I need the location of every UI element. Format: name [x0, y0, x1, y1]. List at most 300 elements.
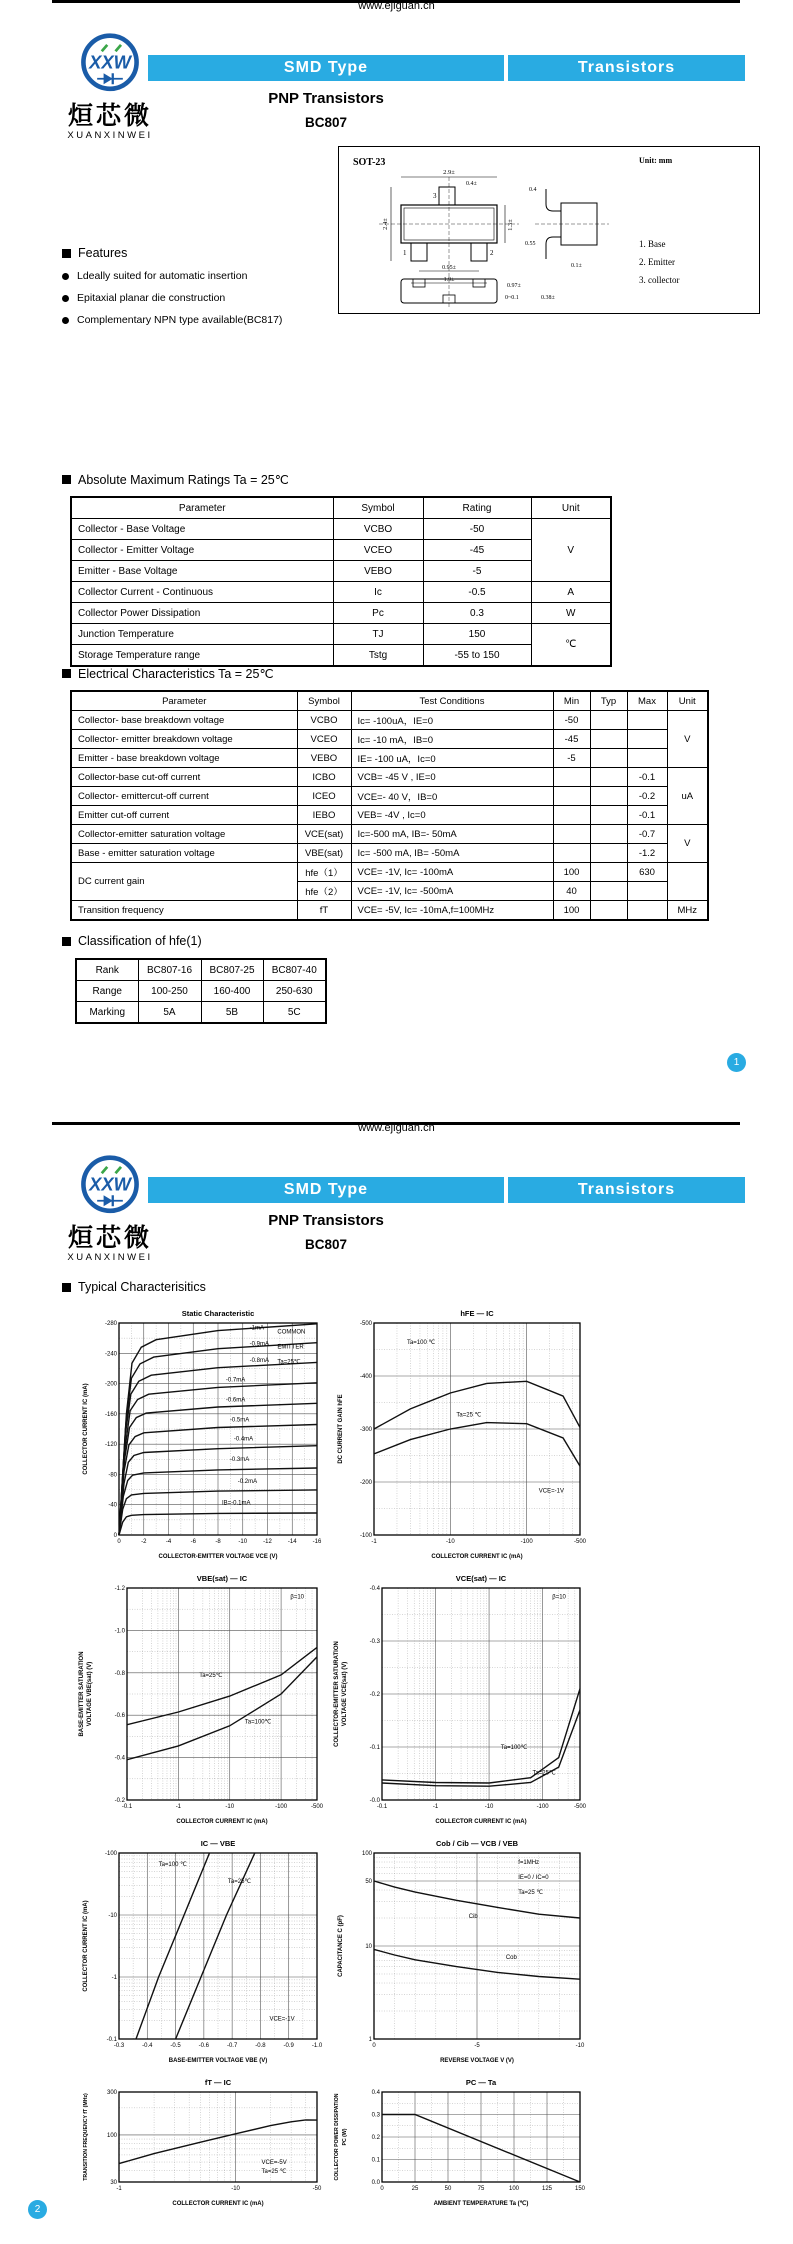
table-row	[71, 582, 611, 603]
cell: Collector- emittercut-off current	[71, 787, 297, 806]
typical-characteristics-heading-text: Typical Characterisitics	[78, 1280, 206, 1294]
svg-text:0: 0	[113, 1533, 117, 1539]
cell	[590, 825, 627, 844]
cell	[627, 711, 667, 730]
svg-text:-1.2: -1.2	[114, 1586, 125, 1592]
svg-text:-120: -120	[104, 1442, 117, 1449]
dim-top-width: 2.9±	[443, 169, 455, 176]
features-heading	[62, 246, 352, 260]
svg-text:-0.9mA: -0.9mA	[249, 1341, 270, 1348]
svg-text:-0.9: -0.9	[283, 2043, 294, 2049]
svg-text:Static Characteristic: Static Characteristic	[181, 1309, 255, 1318]
cell: Collector-emitter saturation voltage	[71, 825, 297, 844]
column-header: Unit	[667, 691, 708, 711]
square-bullet-icon	[62, 475, 71, 484]
svg-text:VOLTAGE VCE(sat) (V): VOLTAGE VCE(sat) (V)	[342, 1661, 348, 1727]
table-header-row	[71, 497, 611, 519]
svg-text:-1: -1	[371, 1539, 377, 1545]
cell: Base - emitter saturation voltage	[71, 844, 297, 863]
svg-text:-0.1: -0.1	[121, 1804, 133, 1810]
package-unit: Unit: mm	[639, 156, 673, 165]
cell	[590, 844, 627, 863]
svg-text:COLLECTOR CURRENT IC (mA): COLLECTOR CURRENT IC (mA)	[172, 2201, 264, 2207]
cell: Ic= -10 mA，IB=0	[351, 730, 553, 749]
cell: VCEO	[297, 730, 351, 749]
cell: Junction Temperature	[71, 624, 333, 645]
cell: -1.2	[627, 844, 667, 863]
svg-text:-0.5: -0.5	[170, 2043, 181, 2049]
svg-text:Ta=100 ℃: Ta=100 ℃	[406, 1340, 436, 1347]
svg-text:-0.4mA: -0.4mA	[233, 1436, 254, 1443]
cell	[627, 730, 667, 749]
pin-legend-collector: 3. collector	[639, 275, 680, 285]
svg-text:-500: -500	[573, 1804, 587, 1810]
svg-text:-4: -4	[165, 1539, 172, 1545]
svg-text:PC (W): PC (W)	[342, 2128, 348, 2146]
chart-vce-sat-vs-ic	[330, 1570, 590, 1828]
svg-text:CAPACITANCE C (pF): CAPACITANCE C (pF)	[338, 1915, 344, 1977]
cell: Collector Power Dissipation	[71, 603, 333, 624]
cell: 100-250	[138, 981, 201, 1002]
part-number: BC807	[304, 115, 348, 130]
svg-text:COMMON: COMMON	[277, 1329, 306, 1336]
logo-letters: XXW	[89, 51, 131, 73]
svg-text:-10: -10	[238, 1539, 248, 1545]
column-header: Test Conditions	[351, 691, 553, 711]
cell: V	[667, 825, 708, 863]
svg-text:β=10: β=10	[290, 1594, 305, 1601]
cell: W	[531, 603, 611, 624]
classification-heading-text: Classification of hfe(1)	[78, 934, 202, 948]
svg-text:30: 30	[110, 2180, 117, 2186]
svg-text:Ta=25 ℃: Ta=25 ℃	[261, 2169, 287, 2175]
svg-text:75: 75	[477, 2186, 485, 2192]
package-name: SOT-23	[353, 157, 386, 168]
cell	[590, 749, 627, 768]
package-drawing	[339, 147, 757, 311]
column-header: Parameter	[71, 497, 333, 519]
chart-capacitance-vs-reverse-voltage	[330, 1835, 590, 2067]
dim-side-lead: 0.1±	[571, 263, 582, 269]
svg-text:-10: -10	[231, 2186, 240, 2192]
svg-text:-100: -100	[520, 1539, 533, 1545]
feature-item	[62, 314, 352, 326]
cell: VCBO	[333, 519, 423, 540]
svg-text:Ta=25℃: Ta=25℃	[199, 1673, 223, 1680]
svg-text:-280: -280	[104, 1321, 117, 1327]
svg-text:Ta=25℃: Ta=25℃	[227, 1878, 252, 1885]
svg-text:-0.3: -0.3	[113, 2043, 125, 2049]
feature-text: Epitaxial planar die construction	[77, 292, 226, 304]
cell	[590, 901, 627, 921]
logo-romanized-name: XUANXINWEI	[67, 130, 153, 142]
svg-text:-500: -500	[573, 1539, 587, 1545]
svg-text:-0.4: -0.4	[114, 1755, 125, 1762]
cell: V	[667, 711, 708, 768]
logo-chinese-name: 烜芯微	[67, 1224, 152, 1252]
square-bullet-icon	[62, 669, 71, 678]
cell: TJ	[333, 624, 423, 645]
svg-text:EMITTER: EMITTER	[277, 1344, 304, 1351]
svg-text:-40: -40	[108, 1502, 117, 1509]
svg-text:PC — Ta: PC — Ta	[465, 2078, 497, 2087]
cell: VCE= -1V, Ic= -500mA	[351, 882, 553, 901]
svg-text:-0.5mA: -0.5mA	[229, 1417, 250, 1424]
svg-text:100: 100	[106, 2132, 117, 2139]
table-header-row	[71, 691, 708, 711]
svg-text:-1mA: -1mA	[249, 1325, 265, 1332]
footer-url: www.ejiguan.cn	[358, 1122, 435, 1134]
chart-ic-vs-vbe	[75, 1835, 327, 2067]
svg-text:AMBIENT TEMPERATURE Ta (℃): AMBIENT TEMPERATURE Ta (℃)	[433, 2201, 529, 2207]
svg-text:-0.3: -0.3	[369, 1639, 380, 1645]
logo-mark-icon	[77, 1154, 143, 1220]
page-number-badge: 1	[727, 1053, 746, 1072]
svg-text:COLLECTOR-EMITTER VOLTAGE VCE: COLLECTOR-EMITTER VOLTAGE VCE (V)	[158, 1554, 278, 1560]
cell: Storage Temperature range	[71, 645, 333, 667]
table-row	[71, 901, 708, 921]
cell: DC current gain	[71, 863, 297, 901]
cell: BC807-40	[263, 959, 326, 981]
svg-text:-14: -14	[287, 1539, 297, 1545]
cell	[627, 882, 667, 901]
svg-text:-0.2: -0.2	[114, 1798, 125, 1804]
cell	[553, 787, 590, 806]
cell: -55 to 150	[423, 645, 531, 667]
abs-max-heading-text: Absolute Maximum Ratings Ta = 25℃	[78, 473, 289, 487]
pin2-number: 2	[490, 249, 494, 257]
svg-text:150: 150	[574, 2186, 586, 2192]
svg-text:-200: -200	[359, 1480, 372, 1486]
cell: 100	[553, 863, 590, 882]
svg-text:-5: -5	[474, 2043, 480, 2049]
svg-text:-240: -240	[104, 1351, 117, 1358]
cell	[553, 806, 590, 825]
cell: 40	[553, 882, 590, 901]
svg-text:COLLECTOR-EMITTER SATURATION: COLLECTOR-EMITTER SATURATION	[334, 1641, 340, 1747]
dim-body-height: 1.3±	[507, 219, 514, 231]
dim-height: 2.4±	[382, 218, 389, 230]
svg-text:-300: -300	[359, 1427, 372, 1433]
svg-text:-0.1: -0.1	[106, 2037, 117, 2043]
classification-heading	[62, 934, 202, 948]
dim-bottom-gap: 0~0.1	[505, 295, 519, 301]
square-bullet-icon	[62, 937, 71, 946]
cell: IE= -100 uA，Ic=0	[351, 749, 553, 768]
feature-item	[62, 292, 352, 304]
cell: VCE= -1V, Ic= -100mA	[351, 863, 553, 882]
svg-text:VBE(sat) — IC: VBE(sat) — IC	[196, 1574, 248, 1583]
cell: MHz	[667, 901, 708, 921]
chart-hfe-vs-ic	[330, 1305, 590, 1563]
svg-text:-10: -10	[575, 2043, 585, 2049]
column-header: Parameter	[71, 691, 297, 711]
elec-heading	[62, 666, 273, 681]
cell: -0.2	[627, 787, 667, 806]
cell	[590, 863, 627, 882]
svg-text:-100: -100	[536, 1804, 549, 1810]
cell	[553, 825, 590, 844]
svg-text:-50: -50	[312, 2186, 322, 2192]
svg-text:-1: -1	[432, 1804, 439, 1810]
cell: Marking	[76, 1002, 138, 1024]
cell: -50	[423, 519, 531, 540]
svg-text:Cib: Cib	[468, 1914, 478, 1921]
logo-romanized-name: XUANXINWEI	[67, 1252, 153, 1264]
svg-text:fT — IC: fT — IC	[204, 2078, 232, 2087]
svg-text:-0.8: -0.8	[114, 1670, 125, 1677]
svg-text:-10: -10	[225, 1804, 235, 1810]
svg-text:25: 25	[411, 2186, 419, 2192]
svg-text:100: 100	[361, 1851, 372, 1857]
cell: Ic=-500 mA, IB=- 50mA	[351, 825, 553, 844]
svg-text:-10: -10	[108, 1913, 117, 1919]
electrical-characteristics-table	[70, 690, 709, 921]
pin-legend-emitter: 2. Emitter	[639, 257, 675, 267]
column-header: Min	[553, 691, 590, 711]
svg-text:hFE — IC: hFE — IC	[460, 1309, 494, 1318]
feature-text: Complementary NPN type available(BC817)	[77, 314, 283, 326]
abs-max-heading	[62, 472, 289, 487]
cell	[667, 863, 708, 901]
dim-side-top: 0.4	[529, 187, 537, 193]
svg-text:-0.7: -0.7	[226, 2043, 238, 2049]
cell: -45	[423, 540, 531, 561]
column-header: Max	[627, 691, 667, 711]
svg-text:VCE(sat) — IC: VCE(sat) — IC	[455, 1574, 507, 1583]
svg-text:TRANSITION FREQUENCY fT (MHz: TRANSITION FREQUENCY fT (MHz)	[83, 2093, 89, 2181]
cell	[627, 901, 667, 921]
banner-smd-type: SMD Type	[148, 1177, 504, 1203]
svg-text:β=10: β=10	[552, 1594, 566, 1601]
svg-text:-1: -1	[111, 1975, 117, 1981]
table-row	[71, 863, 708, 882]
features-heading-text: Features	[78, 246, 128, 260]
dim-tab-width: 0.4±	[466, 181, 477, 187]
svg-text:Ta=100℃: Ta=100℃	[500, 1745, 528, 1752]
cell: VCBO	[297, 711, 351, 730]
classification-table	[75, 958, 327, 1024]
cell: VCEO	[333, 540, 423, 561]
table-row	[71, 540, 611, 561]
banner-transistors: Transistors	[508, 55, 745, 81]
dim-bottom-pad: 0.38±	[541, 295, 555, 301]
cell: Pc	[333, 603, 423, 624]
cell: VCB= -45 V , IE=0	[351, 768, 553, 787]
svg-text:Cob: Cob	[505, 1955, 517, 1962]
svg-text:-8: -8	[215, 1539, 221, 1545]
svg-text:-0.0: -0.0	[369, 1798, 380, 1804]
svg-text:Ta=100℃: Ta=100℃	[244, 1719, 272, 1726]
cell: -50	[553, 711, 590, 730]
table-row	[76, 1002, 326, 1024]
cell: VEBO	[297, 749, 351, 768]
svg-text:VOLTAGE VBE(sat) (V): VOLTAGE VBE(sat) (V)	[87, 1661, 93, 1727]
column-header: Unit	[531, 497, 611, 519]
svg-text:Ta=25 ℃: Ta=25 ℃	[456, 1412, 482, 1419]
svg-text:-160: -160	[104, 1411, 117, 1418]
svg-text:0.1: 0.1	[371, 2157, 380, 2164]
bullet-icon	[62, 317, 69, 324]
svg-text:COLLECTOR CURRENT IC (mA): COLLECTOR CURRENT IC (mA)	[83, 1900, 89, 1992]
cell: Collector-base cut-off current	[71, 768, 297, 787]
cell: Emitter - Base Voltage	[71, 561, 333, 582]
chart-vbe-sat-vs-ic	[75, 1570, 327, 1828]
column-header: Typ	[590, 691, 627, 711]
svg-text:0: 0	[380, 2186, 384, 2192]
svg-text:0: 0	[117, 1539, 121, 1545]
dim-pitch: 0.95±	[442, 265, 456, 271]
svg-text:-0.2: -0.2	[369, 1692, 380, 1698]
cell: -45	[553, 730, 590, 749]
svg-text:-2: -2	[141, 1539, 147, 1545]
svg-text:-0.6mA: -0.6mA	[225, 1397, 246, 1404]
table-row	[71, 768, 708, 787]
svg-text:Ta=25℃: Ta=25℃	[277, 1359, 301, 1366]
table-row	[71, 561, 611, 582]
pin3-number: 3	[433, 192, 437, 200]
svg-text:VCE=-1V: VCE=-1V	[538, 1488, 564, 1495]
cell: 5C	[263, 1002, 326, 1024]
cell	[590, 711, 627, 730]
absolute-maximum-ratings-table	[70, 496, 612, 667]
svg-text:REVERSE VOLTAGE V (V): REVERSE VOLTAGE V (V)	[440, 2058, 514, 2064]
table-row	[71, 806, 708, 825]
svg-text:10: 10	[365, 1944, 372, 1950]
svg-text:0: 0	[372, 2043, 376, 2049]
svg-text:-0.1: -0.1	[376, 1804, 388, 1810]
cell: fT	[297, 901, 351, 921]
feature-text: Ldeally suited for automatic insertion	[77, 270, 248, 282]
table-row	[71, 730, 708, 749]
banner-smd-type: SMD Type	[148, 55, 504, 81]
svg-text:-0.7mA: -0.7mA	[225, 1377, 246, 1384]
cell	[627, 749, 667, 768]
svg-text:-12: -12	[263, 1539, 272, 1545]
page-number-badge: 2	[28, 2200, 47, 2219]
svg-text:-500: -500	[359, 1321, 372, 1327]
svg-text:0.2: 0.2	[371, 2135, 380, 2141]
cell: VBE(sat)	[297, 844, 351, 863]
pin-legend-base: 1. Base	[639, 239, 666, 249]
cell: VCE(sat)	[297, 825, 351, 844]
cell: IEBO	[297, 806, 351, 825]
bullet-icon	[62, 273, 69, 280]
svg-text:50: 50	[444, 2186, 452, 2192]
svg-text:COLLECTOR CURRENT IC (mA): COLLECTOR CURRENT IC (mA)	[431, 1554, 523, 1560]
table-row	[71, 603, 611, 624]
svg-text:VCE=-1V: VCE=-1V	[269, 2016, 295, 2023]
footer-url: www.ejiguan.cn	[358, 0, 435, 12]
table-row	[71, 844, 708, 863]
chart-pc-vs-ta	[330, 2074, 590, 2210]
table-row	[71, 519, 611, 540]
svg-text:50: 50	[365, 1878, 372, 1885]
column-header: Symbol	[297, 691, 351, 711]
cell: BC807-16	[138, 959, 201, 981]
svg-text:COLLECTOR POWER DISSIPATION: COLLECTOR POWER DISSIPATION	[334, 2093, 340, 2181]
logo-chinese-name: 烜芯微	[67, 102, 152, 130]
svg-text:0.0: 0.0	[371, 2180, 380, 2186]
svg-text:-16: -16	[312, 1539, 322, 1545]
svg-text:-10: -10	[445, 1539, 455, 1545]
svg-text:0.3: 0.3	[371, 2112, 380, 2119]
dim-side-mid: 0.55	[525, 241, 536, 247]
cell: ICEO	[297, 787, 351, 806]
svg-text:0.4: 0.4	[371, 2090, 380, 2096]
cell: 630	[627, 863, 667, 882]
svg-text:-100: -100	[359, 1533, 372, 1539]
cell	[590, 806, 627, 825]
features-section	[62, 246, 352, 336]
cell	[553, 768, 590, 787]
svg-text:-500: -500	[310, 1804, 324, 1810]
svg-text:-6: -6	[190, 1539, 196, 1545]
cell: VCE= -5V, Ic= -10mA,f=100MHz	[351, 901, 553, 921]
cell: Collector - Base Voltage	[71, 519, 333, 540]
cell	[553, 844, 590, 863]
bullet-icon	[62, 295, 69, 302]
svg-text:-0.4: -0.4	[369, 1586, 380, 1592]
features-list	[62, 270, 352, 326]
cell: 5B	[201, 1002, 263, 1024]
cell: Emitter - base breakdown voltage	[71, 749, 297, 768]
page-2	[0, 1122, 793, 2244]
package-outline-box	[338, 146, 760, 314]
square-bullet-icon	[62, 249, 71, 258]
cell: -5	[423, 561, 531, 582]
elec-heading-text: Electrical Characteristics Ta = 25℃	[78, 667, 274, 681]
svg-text:Cob / Cib — VCB / VEB: Cob / Cib — VCB / VEB	[435, 1839, 519, 1848]
cell: Emitter cut-off current	[71, 806, 297, 825]
cell: hfe（2）	[297, 882, 351, 901]
cell: Collector- base breakdown voltage	[71, 711, 297, 730]
svg-text:-1: -1	[116, 2186, 122, 2192]
cell: -0.1	[627, 806, 667, 825]
chart-ft-vs-ic	[75, 2074, 327, 2210]
cell: Transition frequency	[71, 901, 297, 921]
svg-text:DC CURRENT GAIN hFE: DC CURRENT GAIN hFE	[338, 1394, 344, 1464]
cell: Collector- emitter breakdown voltage	[71, 730, 297, 749]
table-row	[71, 825, 708, 844]
chart-static-characteristic	[75, 1305, 327, 1563]
cell: 100	[553, 901, 590, 921]
cell: A	[531, 582, 611, 603]
cell: -0.5	[423, 582, 531, 603]
part-number: BC807	[304, 1237, 348, 1252]
svg-text:-0.2mA: -0.2mA	[237, 1479, 258, 1486]
table-row	[71, 645, 611, 667]
table-row	[71, 749, 708, 768]
logo-letters: XXW	[89, 1173, 131, 1195]
column-header: Symbol	[333, 497, 423, 519]
cell: 150	[423, 624, 531, 645]
column-header: Rating	[423, 497, 531, 519]
svg-text:-0.3mA: -0.3mA	[229, 1456, 250, 1463]
svg-text:-0.8: -0.8	[255, 2043, 266, 2049]
cell: -5	[553, 749, 590, 768]
cell: Ic	[333, 582, 423, 603]
cell: -0.1	[627, 768, 667, 787]
cell: 0.3	[423, 603, 531, 624]
svg-text:1: 1	[368, 2037, 372, 2043]
dim-span: 1.9±	[443, 277, 455, 283]
cell: ℃	[531, 624, 611, 667]
svg-text:-0.8mA: -0.8mA	[249, 1358, 270, 1365]
svg-text:-10: -10	[484, 1804, 494, 1810]
svg-text:IC — VBE: IC — VBE	[200, 1839, 236, 1848]
svg-text:-0.1: -0.1	[369, 1745, 380, 1751]
